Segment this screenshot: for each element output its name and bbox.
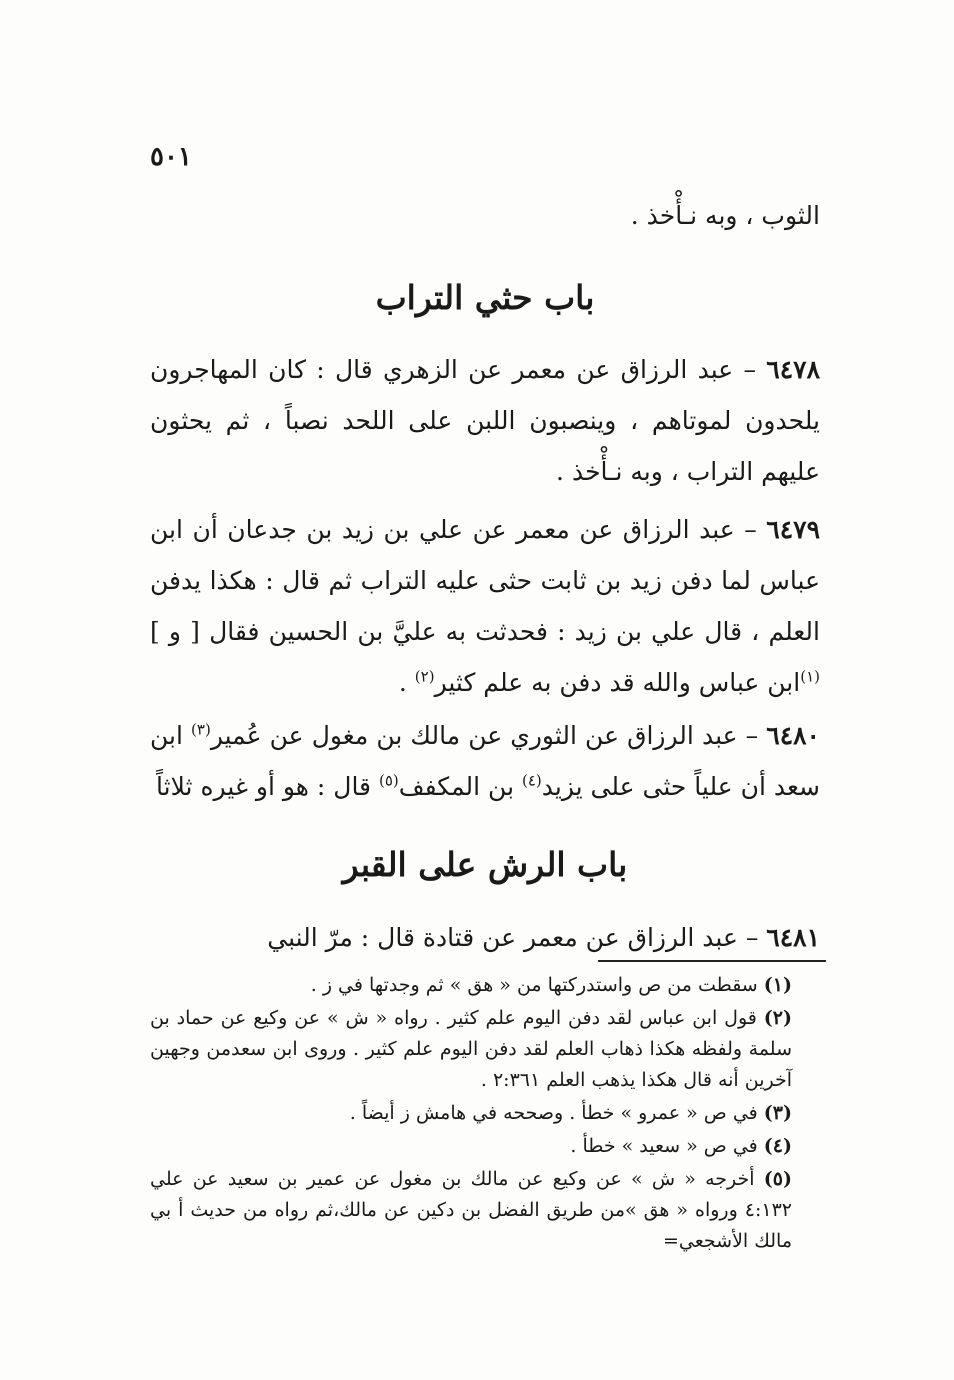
footnote-2: [150, 1003, 820, 1096]
hadith-number: ٦٤٨١: [766, 923, 820, 952]
footnote-number: (٥): [763, 1168, 792, 1190]
hadith-text: – عبد الرزاق عن معمر عن علي بن زيد بن جدعان أن ابن عباس لما دفن زيد بن ثابت حثى عليه التراب ثم قال : هكذا يدفن العلم ، قال علي بن زيد : فحدثت به عليَّ بن الحسين فقال [ و ]: [150, 515, 820, 646]
hadith-text: ابن سعد أن علياً حثى على يزيد: [150, 721, 820, 801]
hadith-number: ٦٤٧٩: [766, 515, 821, 544]
footnote-1: [150, 970, 820, 1001]
footnote-ref[interactable]: (٤): [521, 771, 542, 790]
footnote-ref[interactable]: (٢): [414, 667, 435, 686]
hadith-text: – عبد الرزاق عن معمر عن الزهري قال : كان المهاجرون يلحدون لموتاهم ، وينصبون اللبن على اللحد نصباً ، ثم يحثون عليهم التراب ، وبه نـأْخذ .: [150, 355, 820, 486]
hadith-6481: [150, 912, 820, 963]
hadith-text: – عبد الرزاق عن الثوري عن مالك بن مغول عن عُمير: [210, 721, 759, 750]
footnote-number: (٤): [763, 1135, 792, 1157]
hadith-6480: [150, 710, 820, 812]
footnote-text: قول ابن عباس لقد دفن اليوم علم كثير . رواه « ش » عن وكيع عن حماد بن سلمة ولفظه هكذا ذهاب العلم لقد دفن اليوم علم كثير . وروى ابن سعدمن وجهين آخرين أنه قال هكذا يذهب العلم ٢:٣٦١ .: [150, 1007, 792, 1091]
footnote-separator: [598, 960, 826, 962]
footnote-number: (١): [763, 974, 792, 996]
hadith-6479: [150, 504, 820, 708]
footnote-5: [150, 1164, 820, 1257]
hadith-number: ٦٤٨٠: [766, 721, 820, 750]
footnotes: [150, 970, 820, 1259]
footnote-number: (٢): [763, 1007, 792, 1029]
hadith-text: ابن عباس والله قد دفن به علم كثير: [434, 668, 801, 697]
hadith-text: قال : هو أو غيره ثلاثاً: [156, 772, 379, 801]
footnote-text: في ص « عمرو » خطأ . وصححه في هامش ز أيضاً .: [349, 1102, 758, 1124]
footnote-number: (٣): [763, 1102, 792, 1124]
footnote-3: [150, 1098, 820, 1129]
hadith-number: ٦٤٧٨: [766, 355, 820, 384]
footnote-ref[interactable]: (٥): [378, 771, 399, 790]
footnote-ref[interactable]: (١): [800, 667, 820, 686]
footnote-text: سقطت من ص واستدركتها من « هق » ثم وجدتها في ز .: [310, 974, 758, 996]
footnote-4: [150, 1131, 820, 1162]
section-title-sprinkling: باب الرش على القبر: [342, 845, 628, 884]
hadith-text: – عبد الرزاق عن معمر عن قتادة قال : مرّ النبي: [267, 923, 759, 952]
footnote-text: أخرجه « ش » عن وكيع عن مالك بن مغول عن عمير بن سعيد عن علي ٤:١٣٢ ورواه « هق »من طريق الفضل بن دكين عن مالك،ثم رواه من حديث أ بي مالك الأشجعي=: [150, 1168, 792, 1252]
page-number: ٥٠١: [150, 142, 192, 172]
hadith-6478: [150, 344, 820, 497]
continuation-text: الثوب ، وبه نـأْخذ .: [630, 201, 820, 230]
hadith-text: .: [398, 668, 415, 697]
footnote-text: في ص « سعيد » خطأ .: [570, 1135, 758, 1157]
footnote-ref[interactable]: (٣): [191, 720, 211, 739]
section-title-dust: باب حثي التراب: [375, 278, 595, 317]
hadith-text: بن المكفف: [398, 772, 522, 801]
